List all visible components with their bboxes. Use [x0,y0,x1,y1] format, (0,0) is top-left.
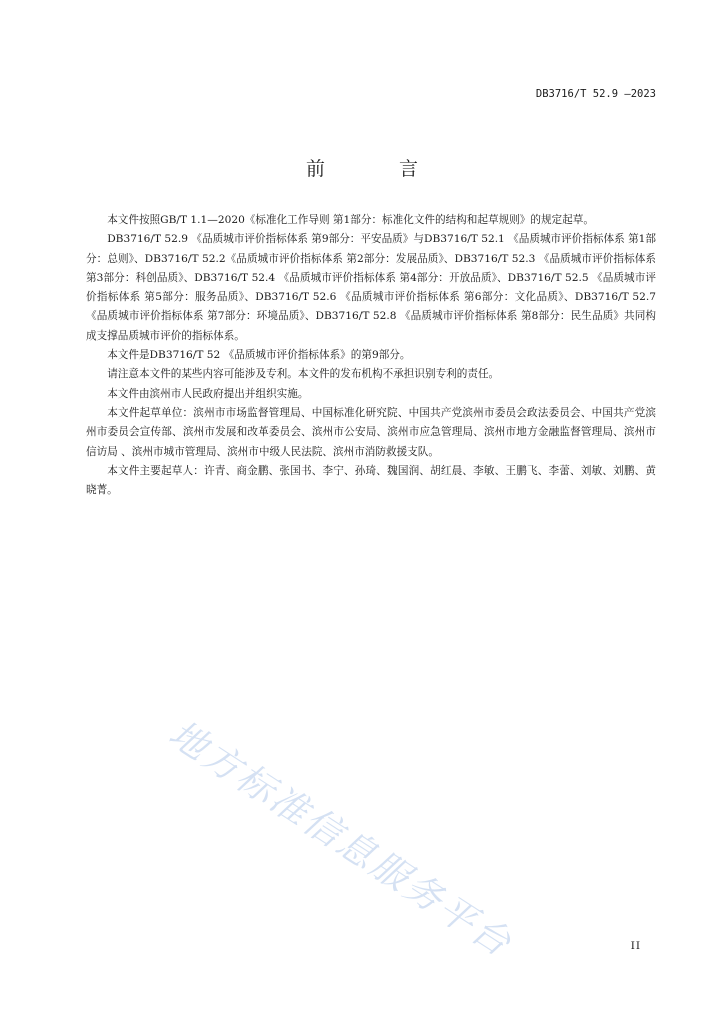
paragraph-drafting-units: 本文件起草单位：滨州市市场监督管理局、中国标准化研究院、中国共产党滨州市委员会政法委员会、中国共产党滨州市委员会宣传部、滨州市发展和改革委员会、滨州市公安局、滨州市应急管理局、滨州市地方金融监督管理局、滨州市信访局 、滨州市城市管理局、滨州市中级人民法院、滨州市消防救援支队。 [86,406,656,458]
paragraph-patent-notice: 请注意本文件的某些内容可能涉及专利。本文件的发布机构不承担识别专利的责任。 [107,368,500,381]
page-number: II [630,940,641,952]
watermark-text: 地方标准信息服务平台 [161,711,521,966]
document-code-header: DB3716/T 52.9 —2023 [535,88,656,100]
paragraph-drafting-rules: 本文件按照GB/T 1.1—2020《标准化工作导则 第1部分：标准化文件的结构和起草规则》的规定起草。 [107,214,594,226]
paragraph-proposer: 本文件由滨州市人民政府提出并组织实施。 [107,387,309,400]
foreword-body [86,211,656,500]
paragraph-part-number: 本文件是DB3716/T 52 《品质城市评价指标体系》的第9部分。 [107,349,411,362]
page-title: 前 言 [305,158,453,180]
paragraph-series-relation: DB3716/T 52.9 《品质城市评价指标体系 第9部分：平安品质》与DB3716/T 52.1 《品质城市评价指标体系 第1部分：总则》、DB3716/T 52.2《品质城市评价指标体系 第2部分：发展品质》、DB3716/T 52.3 《品质城市评价指标体系 第3部分：科创品质》、DB3716/T 52.4 《品质城市评价指标体系 第4部分：开放品质》、DB3716/T 52.5 《品质城市评价指标体系 第5部分：服务品质》、DB3716/T 52.6 《品质城市评价指标体系 第6部分：文化品质》、DB3716/T 52.7 《品质城市评价指标体系 第7部分：环境品质》、DB3716/T 52.8 《品质城市评价指标体系 第8部分：民生品质》共同构成支撑品质城市评价的指标体系。 [86,233,656,342]
paragraph-drafters: 本文件主要起草人：许青、商金鹏、张国书、李宁、孙琦、魏国润、胡红晨、李敏、王鹏飞、李蕾、刘敏、刘鹏、黄晓菁。 [86,464,656,497]
